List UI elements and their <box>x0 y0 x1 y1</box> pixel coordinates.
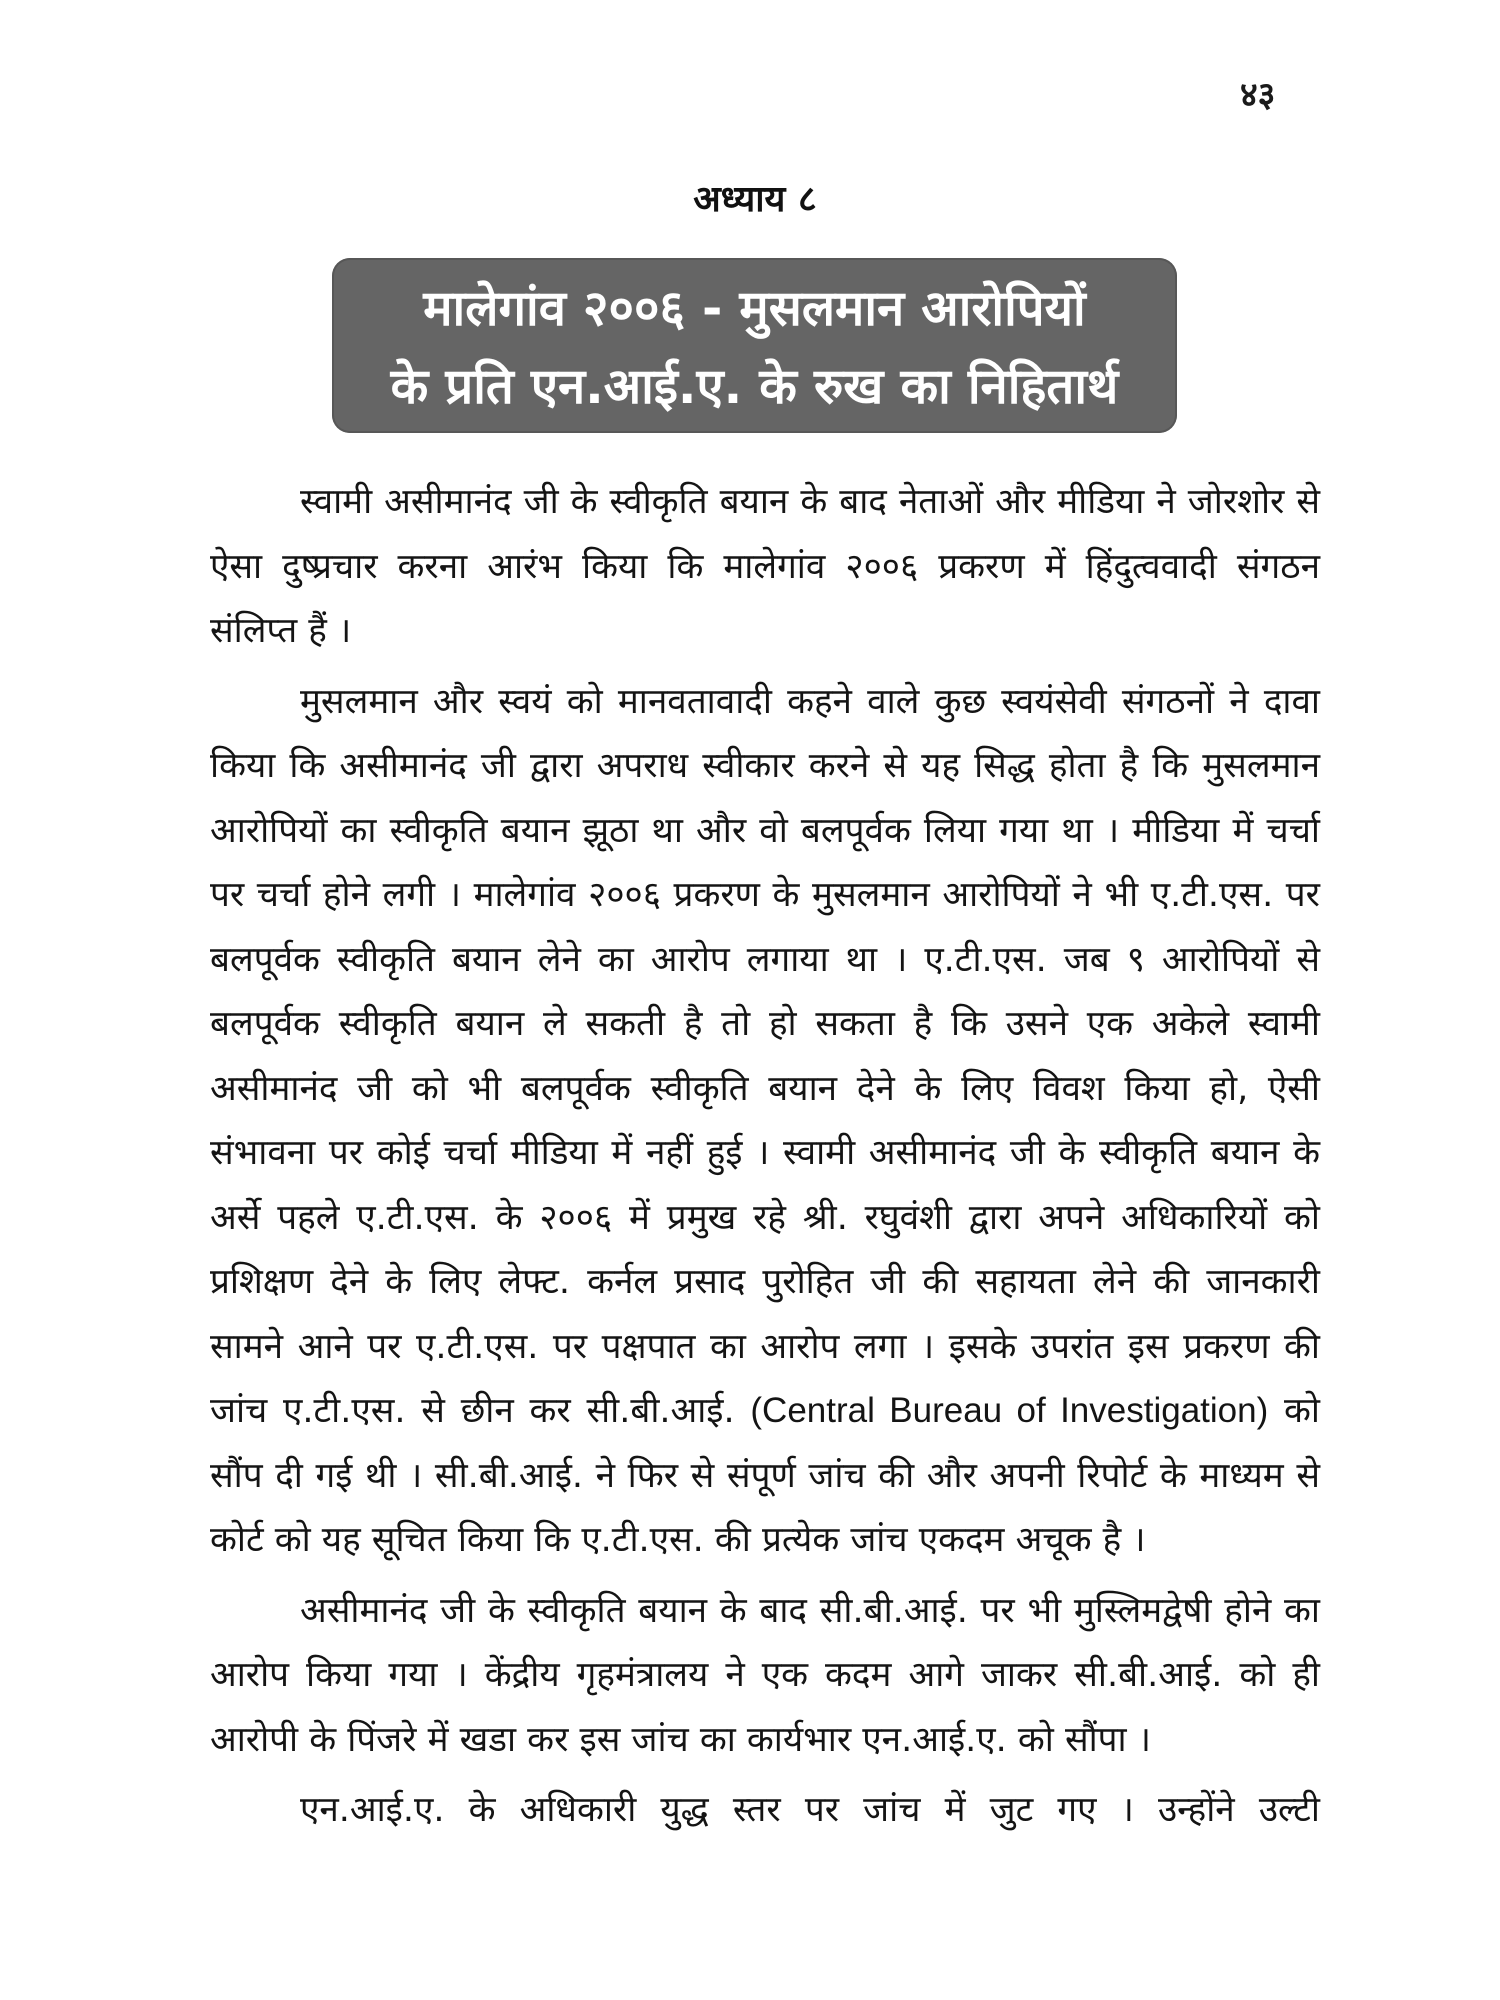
paragraph-4 <box>210 1778 1320 1843</box>
paragraph-4-text: एन.आई.ए. के अधिकारी युद्ध स्तर पर जांच में जुट गए । उन्होंने उल्टी <box>300 1790 1320 1830</box>
paragraph-2 <box>210 670 1320 1573</box>
paragraph-2-english-term: (Central Bureau of Investigation) <box>750 1391 1269 1430</box>
chapter-heading: अध्याय ८ <box>693 179 817 220</box>
chapter-title-line-1: मालेगांव २००६ - मुसलमान आरोपियों <box>423 280 1086 337</box>
chapter-body <box>210 470 1320 1843</box>
paragraph-3 <box>210 1579 1320 1773</box>
paragraph-1 <box>210 470 1320 664</box>
paragraph-1-text: स्वामी असीमानंद जी के स्वीकृति बयान के बाद नेताओं और मीडिया ने जोरशोर से ऐसा दुष्प्रचार करना आरंभ किया कि मालेगांव २००६ प्रकरण में हिंदुत्ववादी संगठन संलिप्त हैं । <box>210 482 1320 651</box>
paragraph-3-text: असीमानंद जी के स्वीकृति बयान के बाद सी.बी.आई. पर भी मुस्लिमद्वेषी होने का आरोप किया गया । केंद्रीय गृहमंत्रालय ने एक कदम आगे जाकर सी.बी.आई. को ही आरोपी के पिंजरे में खडा कर इस जांच का कार्यभार एन.आई.ए. को सौंपा । <box>210 1590 1320 1760</box>
paragraph-2-text: मुसलमान और स्वयं को मानवतावादी कहने वाले कुछ स्वयंसेवी संगठनों ने दावा किया कि असीमानंद जी द्वारा अपराध स्वीकार करने से यह सिद्ध होता है कि मुसलमान आरोपियों का स्वीकृति बयान झूठा था और वो बलपूर्वक लिया गया था । मीडिया में चर्चा पर चर्चा होने लगी । मालेगांव २००६ प्रकरण के मुसलमान आरोपियों ने भी ए.टी.एस. पर बलपूर्वक स्वीकृति बयान लेने का आरोप लगाया था । ए.टी.एस. जब ९ आरोपियों से बलपूर्वक स्वीकृति बयान ले सकती है तो हो सकता है कि उसने एक अकेले स्वामी असीमानंद जी को भी बलपूर्वक स्वीकृति बयान देने के लिए विवश किया हो, ऐसी संभावना पर कोई चर्चा मीडिया में नहीं हुई । स्वामी असीमानंद जी के स्वीकृति बयान के अर्से पहले ए.टी.एस. के २००६ में प्रमुख रहे श्री. रघुवंशी द्वारा अपने अधिकारियों को प्रशिक्षण देने के लिए लेफ्ट. कर्नल प्रसाद पुरोहित जी की सहायता लेने की जानकारी सामने आने पर ए.टी.एस. पर पक्षपात का आरोप लगा । इसके उपरांत इस प्रकरण की जांच ए.टी.एस. से छीन कर सी.बी.आई. <box>210 681 1320 1431</box>
paragraph-2-text-after: को सौंप दी गई थी । सी.बी.आई. ने फिर से संपूर्ण जांच की और अपनी रिपोर्ट के माध्यम से कोर्ट को यह सूचित किया कि ए.टी.एस. की प्रत्येक जांच एकदम अचूक है । <box>210 1391 1320 1560</box>
chapter-title-banner <box>332 258 1177 433</box>
chapter-title-line-2: के प्रति एन.आई.ए. के रुख का निहितार्थ <box>390 358 1119 415</box>
page-number: ४३ <box>1240 75 1276 115</box>
